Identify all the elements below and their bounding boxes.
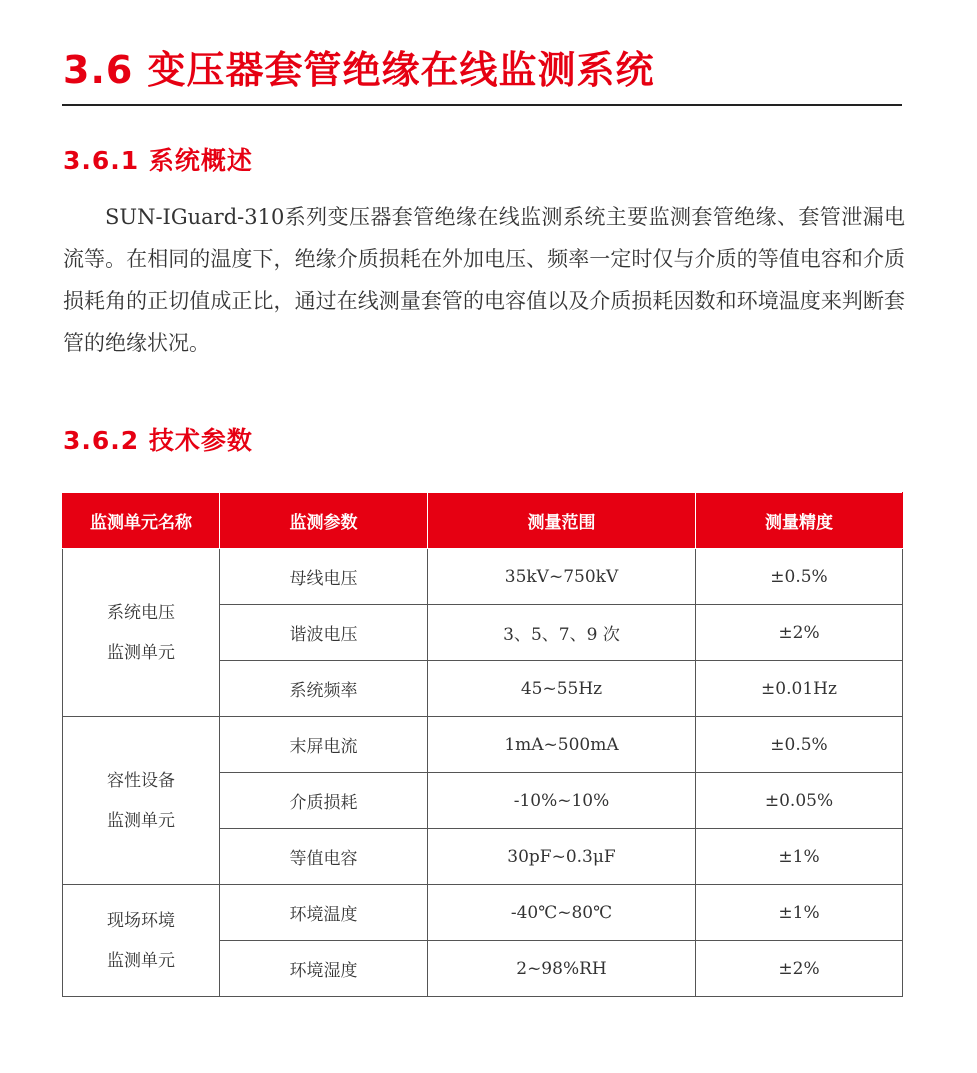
param-cell: 环境湿度 [220, 941, 428, 997]
range-cell: 45~55Hz [428, 661, 696, 717]
param-cell: 谐波电压 [220, 605, 428, 661]
range-cell: -40℃~80℃ [428, 885, 696, 941]
accuracy-cell: ±2% [696, 941, 903, 997]
range-cell: -10%~10% [428, 773, 696, 829]
table-header-row [63, 493, 903, 549]
range-cell: 2~98%RH [428, 941, 696, 997]
range-cell: 30pF~0.3μF [428, 829, 696, 885]
accuracy-cell: ±2% [696, 605, 903, 661]
param-cell: 系统频率 [220, 661, 428, 717]
table-row [63, 885, 903, 941]
param-cell: 等值电容 [220, 829, 428, 885]
group-name-line: 监测单元 [107, 810, 175, 831]
accuracy-cell: ±0.5% [696, 717, 903, 773]
param-cell: 末屏电流 [220, 717, 428, 773]
accuracy-cell: ±0.5% [696, 549, 903, 605]
accuracy-cell: ±1% [696, 885, 903, 941]
spec-table [62, 492, 903, 997]
param-cell: 环境温度 [220, 885, 428, 941]
title-divider [62, 104, 902, 106]
section-heading-overview: 3.6.1 系统概述 [63, 146, 253, 175]
overview-paragraph: SUN-IGuard-310系列变压器套管绝缘在线监测系统主要监测套管绝缘、套管泄漏电流等。在相同的温度下，绝缘介质损耗在外加电压、频率一定时仅与介质的等值电容和介质损耗角的正切值成正比，通过在线测量套管的电容值以及介质损耗因数和环境温度来判断套管的绝缘状况。 [63, 205, 905, 355]
group-cell-system-voltage [63, 549, 220, 717]
header-parameter: 监测参数 [220, 493, 428, 549]
section-heading-specs: 3.6.2 技术参数 [63, 426, 253, 455]
range-cell: 3、5、7、9 次 [428, 605, 696, 661]
group-cell-capacitive-equipment [63, 717, 220, 885]
header-range: 测量范围 [428, 493, 696, 549]
group-name-line: 容性设备 [107, 770, 175, 791]
page-title: 3.6 变压器套管绝缘在线监测系统 [63, 48, 655, 92]
table-row [63, 717, 903, 773]
param-cell: 介质损耗 [220, 773, 428, 829]
table-row [63, 549, 903, 605]
group-name-line: 现场环境 [107, 910, 175, 931]
group-cell-field-environment [63, 885, 220, 997]
accuracy-cell: ±0.01Hz [696, 661, 903, 717]
group-name-line: 监测单元 [107, 950, 175, 971]
range-cell: 35kV~750kV [428, 549, 696, 605]
header-accuracy: 测量精度 [696, 493, 903, 549]
group-name-line: 监测单元 [107, 642, 175, 663]
group-name-line: 系统电压 [107, 602, 175, 623]
accuracy-cell: ±1% [696, 829, 903, 885]
param-cell: 母线电压 [220, 549, 428, 605]
header-unit-name: 监测单元名称 [63, 493, 220, 549]
accuracy-cell: ±0.05% [696, 773, 903, 829]
range-cell: 1mA~500mA [428, 717, 696, 773]
